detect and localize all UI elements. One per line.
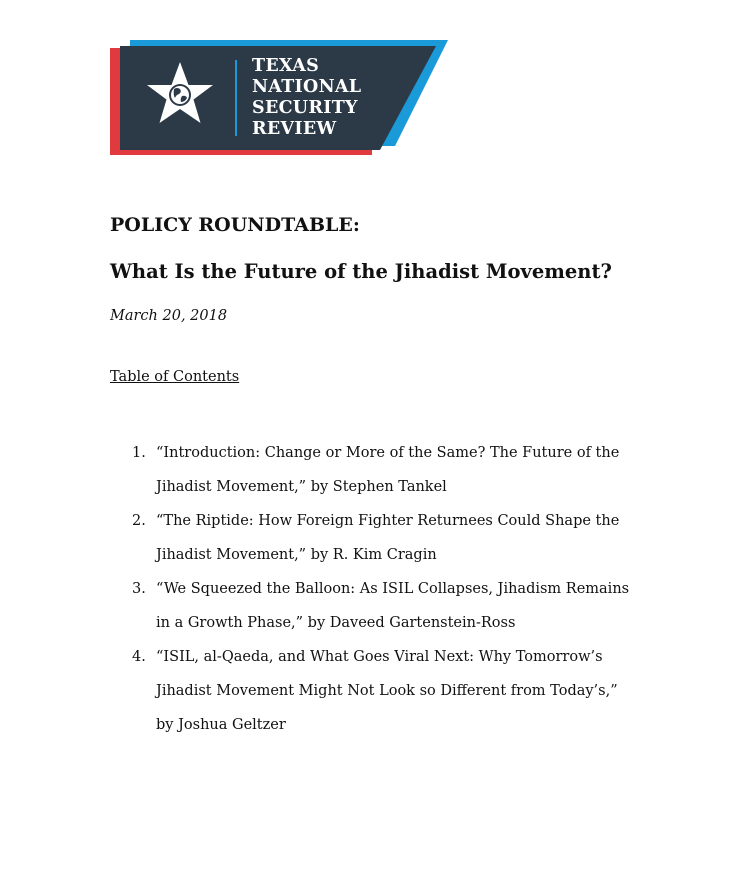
logo-line-national: NATIONAL [252, 77, 362, 97]
toc-item-line: “We Squeezed the Balloon: As ISIL Collapses, Jihadism Remains [156, 581, 630, 597]
toc-item-line: Jihadist Movement Might Not Look so Different from Today’s,” [156, 683, 618, 699]
toc-item-4 [132, 640, 652, 742]
toc-item-number: 3. [132, 581, 146, 597]
toc-item-2 [132, 504, 652, 572]
toc-item-line: Jihadist Movement,” by R. Kim Cragin [156, 547, 437, 563]
toc-item-number: 4. [132, 649, 146, 665]
toc-heading: Table of Contents [110, 369, 240, 385]
toc-item-line: “ISIL, al-Qaeda, and What Goes Viral Next: Why Tomorrow’s [156, 649, 603, 665]
toc-item-number: 2. [132, 513, 146, 529]
toc-item-number: 1. [132, 445, 146, 461]
document-title: What Is the Future of the Jihadist Movement? [110, 260, 612, 283]
document-date: March 20, 2018 [110, 308, 228, 324]
logo-line-security: SECURITY [252, 98, 358, 118]
toc-item-line: by Joshua Geltzer [156, 717, 286, 733]
toc-item-line: Jihadist Movement,” by Stephen Tankel [156, 479, 447, 495]
logo-line-review: REVIEW [252, 119, 337, 139]
toc-item-3 [132, 572, 652, 640]
toc-item-1 [132, 436, 652, 504]
tnsr-logo [110, 38, 450, 156]
toc-item-line: in a Growth Phase,” by Daveed Gartenstein-Ross [156, 615, 516, 631]
toc-item-line: “Introduction: Change or More of the Same? The Future of the [156, 445, 620, 461]
roundtable-label: POLICY ROUNDTABLE: [110, 214, 360, 236]
toc-list [132, 436, 652, 742]
logo-line-texas: TEXAS [252, 56, 320, 76]
toc-item-line: “The Riptide: How Foreign Fighter Returnees Could Shape the [156, 513, 620, 529]
logo-wordmark [252, 56, 361, 140]
